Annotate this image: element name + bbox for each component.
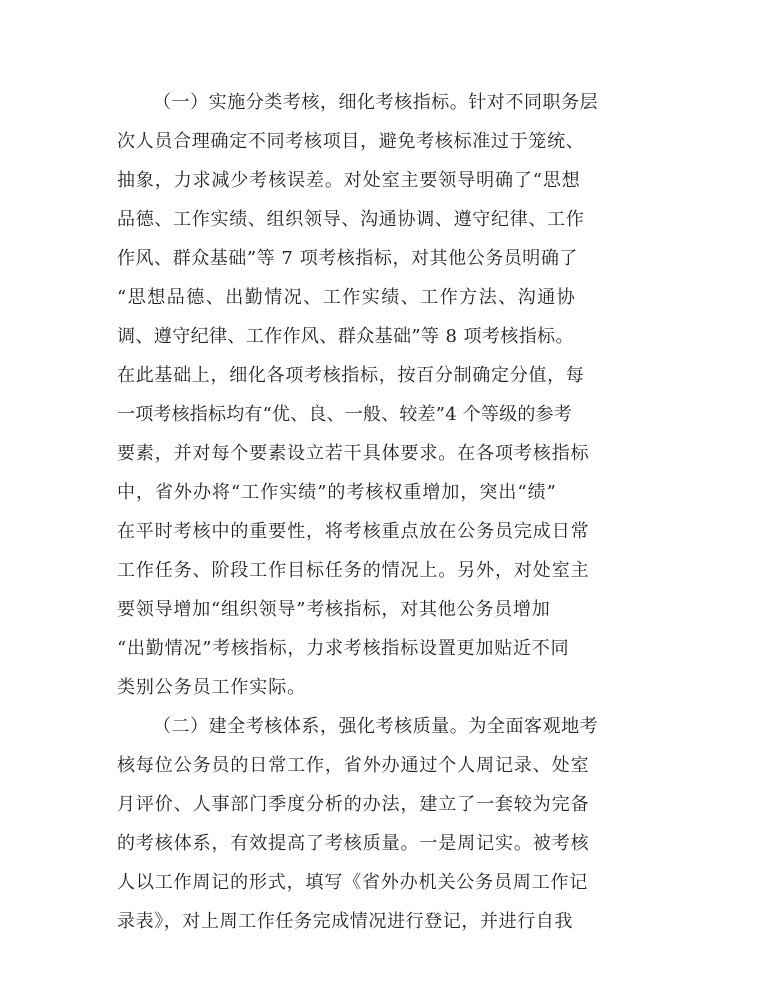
- paragraph-2-line-1: （二）建全考核体系，强化考核质量。为全面客观地考: [153, 716, 599, 737]
- paragraph-1-line-5: 作风、群众基础”等 7 项考核指标，对其他公务员明确了: [117, 248, 578, 269]
- paragraph-1-line-3: 抽象，力求减少考核误差。对处室主要领导明确了“思想: [117, 170, 581, 191]
- paragraph-1-line-1: （一）实施分类考核，细化考核指标。针对不同职务层: [153, 92, 599, 113]
- paragraph-1-line-13: 工作任务、阶段工作目标任务的情况上。另外，对处室主: [117, 560, 590, 581]
- paragraph-1-line-14: 要领导增加“组织领导”考核指标，对其他公务员增加: [117, 599, 551, 620]
- paragraph-1-line-9: 一项考核指标均有“优、良、一般、较差”4 个等级的参考: [117, 404, 572, 425]
- paragraph-1-line-15: “出勤情况”考核指标，力求考核指标设置更加贴近不同: [117, 638, 570, 659]
- paragraph-2-line-5: 人以工作周记的形式，填写《省外办机关公务员周工作记: [117, 872, 589, 893]
- paragraph-1-line-12: 在平时考核中的重要性，将考核重点放在公务员完成日常: [117, 521, 590, 542]
- paragraph-1-line-8: 在此基础上，细化各项考核指标，按百分制确定分值，每: [117, 365, 585, 386]
- paragraph-1-line-10: 要素，并对每个要素设立若干具体要求。在各项考核指标: [117, 443, 590, 464]
- paragraph-2-line-4: 的考核体系，有效提高了考核质量。一是周记实。被考核: [117, 833, 590, 854]
- paragraph-1-line-2: 次人员合理确定不同考核项目，避免考核标准过于笼统、: [117, 131, 585, 152]
- paragraph-2-line-3: 月评价、人事部门季度分析的办法，建立了一套较为完备: [117, 794, 590, 815]
- paragraph-1-line-16: 类别公务员工作实际。: [117, 677, 306, 698]
- paragraph-1-line-6: “思想品德、出勤情况、工作实绩、工作方法、沟通协: [117, 287, 577, 308]
- paragraph-2-line-6: 录表》，对上周工作任务完成情况进行登记，并进行自我: [117, 911, 573, 932]
- paragraph-1-line-4: 品德、工作实绩、组织领导、沟通协调、遵守纪律、工作: [117, 209, 585, 230]
- paragraph-2-line-2: 核每位公务员的日常工作，省外办通过个人周记录、处室: [117, 755, 590, 776]
- paragraph-1-line-7: 调、遵守纪律、工作作风、群众基础”等 8 项考核指标。: [117, 326, 574, 347]
- paragraph-1-line-11: 中，省外办将“工作实绩”的考核权重增加，突出“绩”: [117, 482, 557, 503]
